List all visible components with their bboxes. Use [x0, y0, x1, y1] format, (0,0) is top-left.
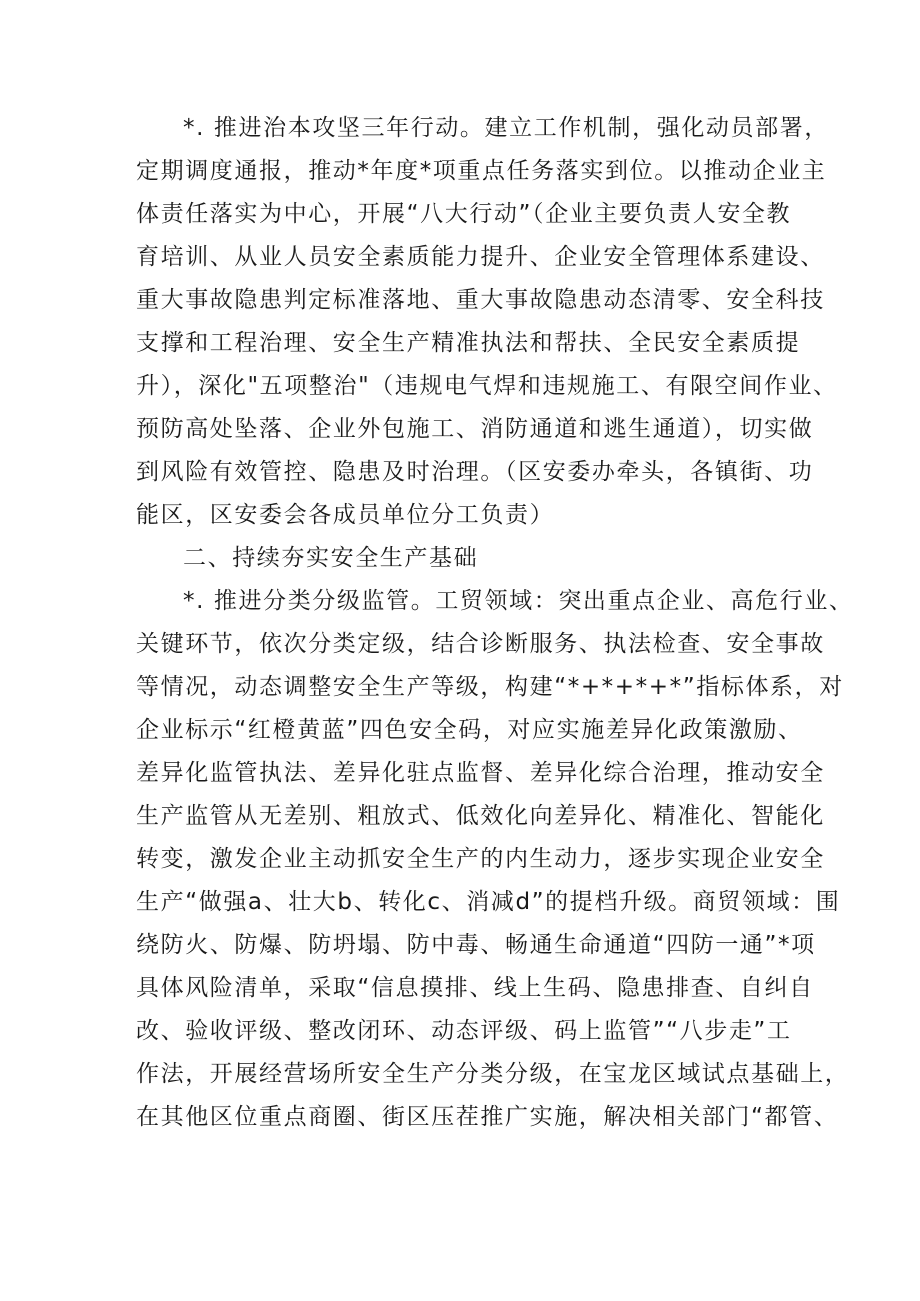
- paragraph-2-line-10: 具体风险清单，采取“信息摸排、线上生码、隐患排查、自纠自: [136, 975, 814, 1001]
- paragraph-1-line-2: 定期调度通报，推动*年度*项重点任务落实到位。以推动企业主: [136, 158, 827, 184]
- paragraph-2-line-11: 改、验收评级、整改闭环、动态评级、码上监管”“八步走”工: [136, 1018, 792, 1044]
- paragraph-1-line-6: 支撑和工程治理、安全生产精准执法和帮扶、全民安全素质提: [136, 330, 801, 356]
- paragraph-1-line-10: 能区，区安委会各成员单位分工负责）: [136, 502, 555, 528]
- paragraph-1-line-3: 体责任落实为中心，开展“八大行动”（企业主要负责人安全教: [136, 201, 792, 227]
- paragraph-2-line-12: 作法，开展经营场所安全生产分类分级，在宝龙区域试点基础上，: [136, 1061, 850, 1087]
- paragraph-2-line-3: 等情况，动态调整安全生产等级，构建“*+*+*+*”指标体系，对: [136, 674, 844, 700]
- paragraph-2-line-9: 绕防火、防爆、防坍塌、防中毒、畅通生命通道“四防一通”*项: [136, 932, 816, 958]
- paragraph-2-line-8: 生产“做强a、壮大b、转化c、消减d”的提档升级。商贸领域：围: [136, 889, 841, 915]
- section-heading: 二、持续夯实安全生产基础: [183, 545, 479, 571]
- paragraph-1-line-8: 预防高处坠落、企业外包施工、消防通道和逃生通道），切实做: [136, 416, 814, 442]
- paragraph-2-line-5: 差异化监管执法、差异化驻点监督、差异化综合治理，推动安全: [136, 760, 825, 786]
- paragraph-1-line-4: 育培训、从业人员安全素质能力提升、企业安全管理体系建设、: [136, 244, 825, 270]
- paragraph-2-line-1: *. 推进分类分级监管。工贸领域：突出重点企业、高危行业、: [183, 588, 854, 614]
- paragraph-2-line-13: 在其他区位重点商圈、街区压茬推广实施，解决相关部门“都管、: [136, 1104, 839, 1130]
- paragraph-2-line-4: 企业标示“红橙黄蓝”四色安全码，对应实施差异化政策激励、: [136, 717, 803, 743]
- paragraph-1-line-1: *. 推进治本攻坚三年行动。建立工作机制，强化动员部署，: [183, 115, 829, 141]
- paragraph-2-line-2: 关键环节，依次分类定级，结合诊断服务、执法检查、安全事故: [136, 631, 825, 657]
- paragraph-1-line-7: 升），深化"五项整治"（违规电气焊和违规施工、有限空间作业、: [136, 373, 838, 399]
- paragraph-2-line-7: 转变，激发企业主动抓安全生产的内生动力，逐步实现企业安全: [136, 846, 825, 872]
- paragraph-2-line-6: 生产监管从无差别、粗放式、低效化向差异化、精准化、智能化: [136, 803, 825, 829]
- paragraph-1-line-5: 重大事故隐患判定标准落地、重大事故隐患动态清零、安全科技: [136, 287, 825, 313]
- paragraph-1-line-9: 到风险有效管控、隐患及时治理。（区安委办牵头，各镇街、功: [136, 459, 814, 485]
